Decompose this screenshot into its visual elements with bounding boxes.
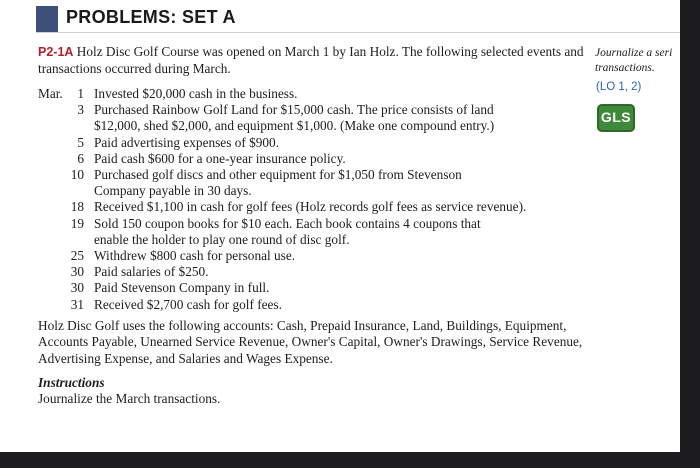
transaction-day: 6	[77, 150, 84, 166]
transaction-description: Company payable in 30 days.	[94, 183, 252, 199]
instructions-text: Journalize the March transactions.	[38, 391, 221, 406]
transaction-description: Purchased Rainbow Golf Land for $15,000 cash. The price consists of land	[94, 102, 494, 118]
accounts-paragraph: Holz Disc Golf uses the following accounts: Cash, Prepaid Insurance, Land, Buildings, Equipment, Accounts Payable, Unearned Service Revenue, Owner's Capital, Owner's Drawings, Service Revenue, Advertising Expense, and Salaries and Wages Expense.	[38, 318, 583, 366]
transaction-day: 25	[70, 248, 84, 264]
transaction-day: 10	[70, 167, 84, 183]
transaction-description: Sold 150 coupon books for $10 each. Each book contains 4 coupons that	[94, 215, 481, 231]
transaction-description: Paid cash $600 for a one-year insurance policy.	[94, 150, 346, 166]
problem-intro-text: Holz Disc Golf Course was opened on March 1 by Ian Holz. The following selected events and transactions occurred during March.	[38, 44, 584, 76]
transaction-day: 1	[77, 86, 84, 101]
transaction-description: Purchased golf discs and other equipment for $1,050 from Stevenson	[94, 167, 462, 183]
transaction-row	[38, 199, 598, 215]
transaction-description: Withdrew $800 cash for personal use.	[94, 248, 296, 264]
transaction-day	[70, 118, 84, 134]
transaction-row	[38, 167, 598, 183]
transaction-month	[38, 280, 70, 296]
transaction-row	[38, 183, 598, 199]
transaction-month	[38, 216, 70, 232]
transaction-description: Received $1,100 in cash for golf fees (Holz records golf fees as service revenue).	[94, 199, 527, 215]
margin-note	[595, 46, 680, 76]
instructions-heading: Instructions	[38, 375, 105, 390]
transaction-row	[38, 86, 598, 102]
transaction-row	[38, 297, 598, 313]
transaction-row	[38, 135, 598, 151]
transaction-row	[38, 216, 598, 232]
transaction-description: Paid Stevenson Company in full.	[94, 280, 270, 296]
transaction-month	[38, 151, 70, 167]
margin-note-line-1: Journalize a seri	[595, 47, 673, 59]
transaction-row	[38, 280, 598, 296]
screen-edge-right	[680, 0, 700, 468]
transaction-month	[38, 167, 70, 183]
transaction-description: Paid salaries of $250.	[94, 264, 209, 280]
transaction-description: enable the holder to play one round of disc golf.	[94, 231, 350, 247]
transaction-month	[38, 135, 70, 151]
transaction-month	[38, 183, 70, 199]
section-title: PROBLEMS: SET A	[66, 7, 236, 27]
transaction-day	[70, 183, 84, 199]
gls-badge-icon	[597, 104, 635, 132]
gls-badge-label: GLS	[600, 109, 632, 125]
transaction-day: 19	[70, 215, 84, 231]
problem-number: P2-1A	[38, 45, 74, 59]
transaction-description: Paid advertising expenses of $900.	[94, 134, 280, 150]
transaction-month	[38, 248, 70, 264]
transaction-row	[38, 248, 598, 264]
transaction-row	[38, 102, 598, 118]
transaction-description: Invested $20,000 cash in the business.	[94, 86, 298, 101]
transaction-month	[38, 264, 70, 280]
transaction-day: 30	[70, 280, 84, 296]
transaction-day: 30	[70, 264, 84, 280]
header-accent-block	[36, 6, 58, 32]
transaction-row	[38, 264, 598, 280]
transaction-row	[38, 232, 598, 248]
transaction-day: 31	[70, 296, 84, 312]
transaction-month	[38, 102, 70, 118]
transaction-day: 18	[70, 199, 84, 215]
learning-objective-tag: (LO 1, 2)	[596, 81, 642, 93]
transaction-description: Received $2,700 cash for golf fees.	[94, 296, 282, 312]
transaction-description: $12,000, shed $2,000, and equipment $1,000. (Make one compound entry.)	[94, 118, 495, 134]
transaction-row	[38, 151, 598, 167]
problem-intro	[38, 44, 586, 77]
transaction-month: Mar.	[38, 86, 63, 101]
transaction-month	[38, 199, 70, 215]
margin-note-line-2: transactions.	[595, 62, 655, 74]
transaction-row	[38, 118, 598, 134]
transaction-month	[38, 297, 70, 313]
transaction-day: 3	[77, 102, 84, 118]
transaction-month	[38, 232, 70, 248]
transaction-day: 5	[77, 134, 84, 150]
transaction-day	[70, 232, 84, 248]
transaction-list	[38, 86, 598, 313]
screen-edge-bottom	[0, 452, 700, 468]
transaction-month	[38, 118, 70, 134]
